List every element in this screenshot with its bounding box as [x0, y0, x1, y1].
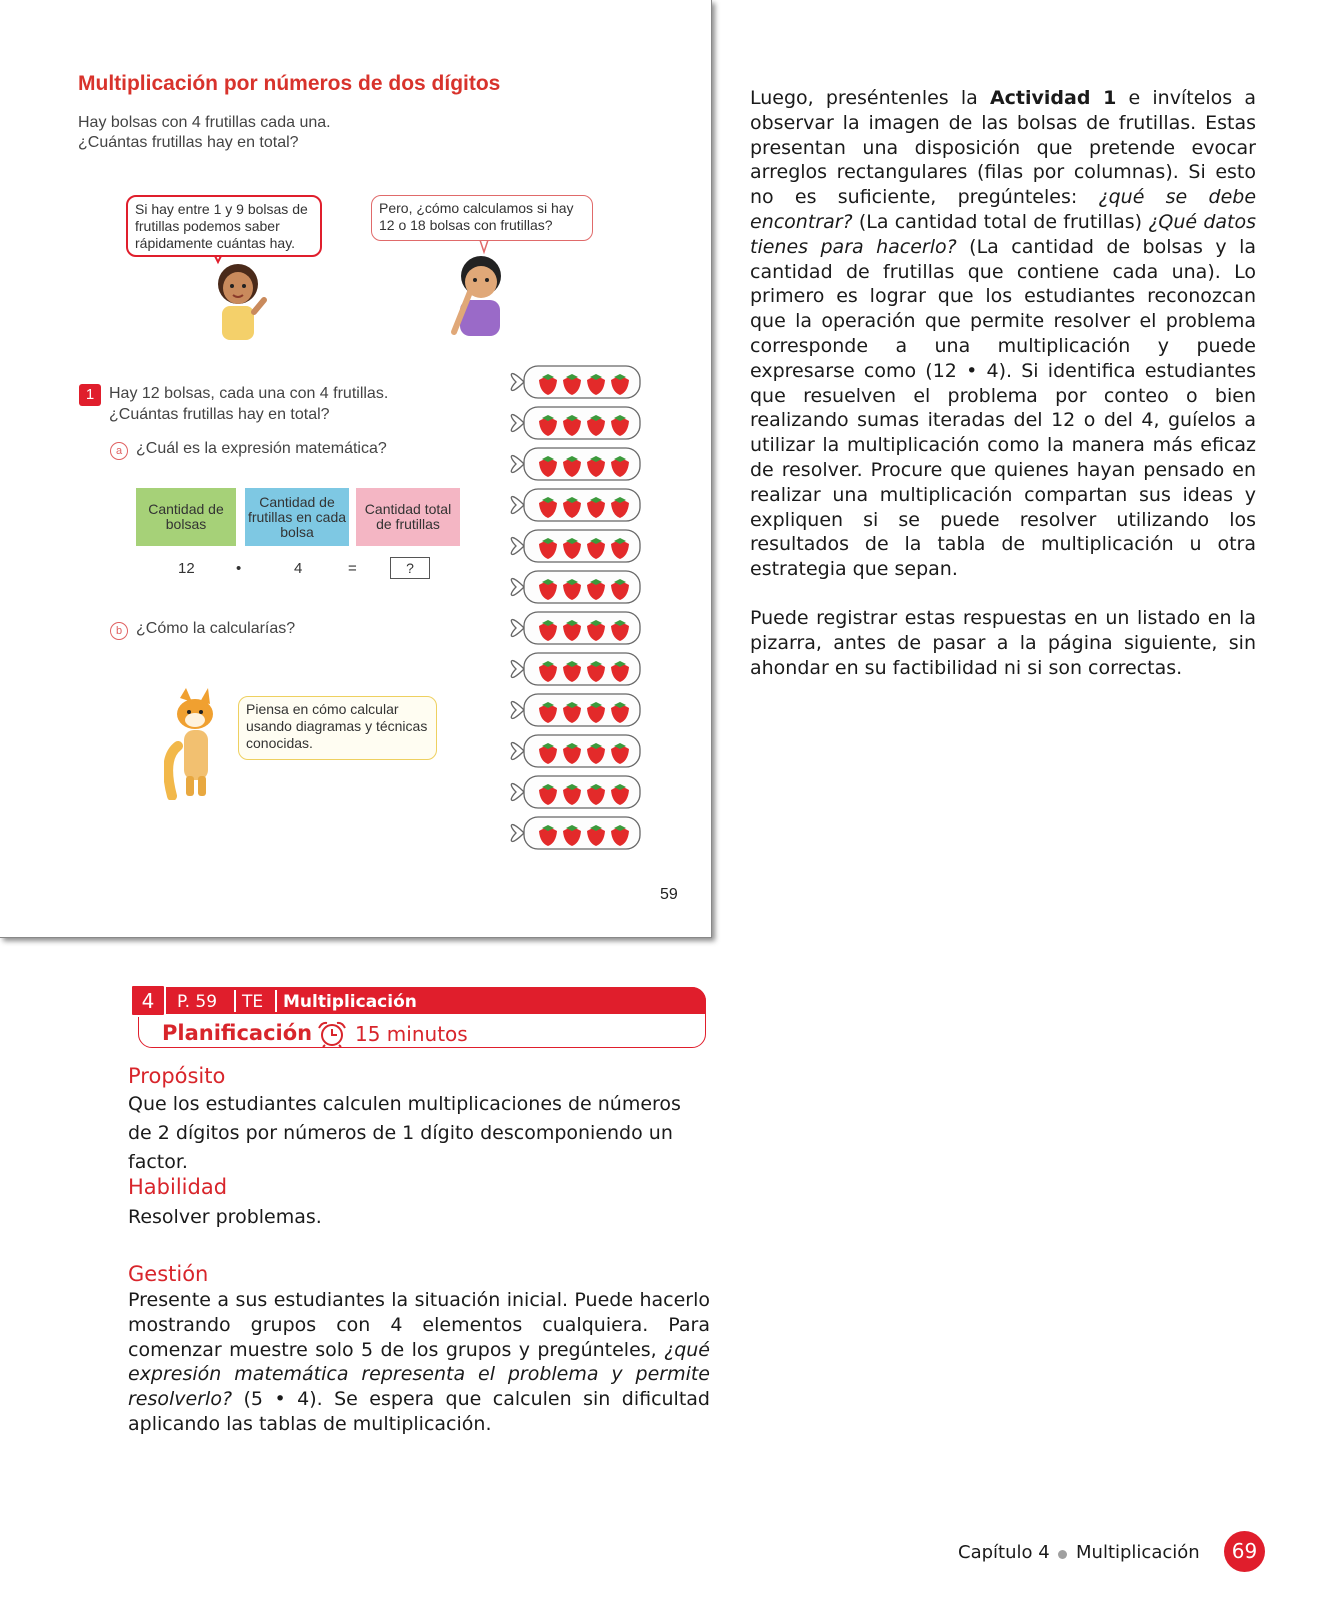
right-paragraph-2: Puede registrar estas respuestas en un listado en la pizarra, antes de pasar a la página siguiente, sin ahondar en su factibilidad ni si son correctas. — [750, 606, 1256, 679]
strawberry-bag — [511, 366, 640, 398]
header-separator — [275, 990, 277, 1012]
right-paragraph-1: Luego, preséntenles la Actividad 1 e invítelos a observar la imagen de las bolsas de frutillas. Estas presentan una disposición que pretende evocar arreglos rectangulares (filas por columnas). Si esto no es suficiente, pregúnteles: ¿qué se debe encontrar? (La cantidad total de frutillas) ¿Qué datos tienes para hacerlo? (La cantidad de bolsas y la cantidad de frutillas que contiene cada una). Lo primero es lograr que los estudiantes reconozcan que la operación que permite resolver el problema corresponde a una multiplicación y puede expresarse como (12 • 4). Si identifica estudiantes que resuelven el problema por conteo o bien realizando sumas iteradas del 12 o del 4, guíelos a utilizar la multiplicación como la manera más eficaz de resolver. Procure que quienes hayan pensado en realizar una multiplicación compartan sus ideas y expliquen si se puede resolver utilizando los resultados de la tabla de multiplicación u otra estrategia que sepan. — [750, 87, 1257, 581]
chapter-number-badge: 4 — [130, 984, 166, 1017]
strawberry-bag — [511, 735, 640, 767]
strawberry-bag — [511, 448, 640, 480]
strawberry-bag — [511, 407, 640, 439]
strawberry-bag — [511, 653, 640, 685]
label-total-strawberries: Cantidad total de frutillas — [356, 488, 460, 546]
strawberry-bag — [511, 776, 640, 808]
activity-1-line-1: Hay 12 bolsas, cada una con 4 frutillas. — [109, 385, 389, 402]
sub-a-question: ¿Cuál es la expresión matemática? — [136, 440, 387, 457]
student-intro-line-1: Hay bolsas con 4 frutillas cada una. — [78, 114, 331, 131]
gestion-text: Presente a sus estudiantes la situación inicial. Puede hacerlo mostrando grupos con 4 elementos cualquiera. Para comenzar muestre solo 5 de los grupos y pregúnteles, ¿qué expresión matemática representa el problema y permite resolverlo? (5 • 4). Se espera que calculen sin dificultad aplicando las tablas de multiplicación. — [128, 1289, 710, 1435]
girl-character-icon — [206, 256, 270, 340]
equation-dot: • — [236, 560, 242, 577]
footer-title: Multiplicación — [1076, 1542, 1200, 1563]
equation-factor-4: 4 — [294, 560, 303, 577]
right-column-text — [750, 86, 1256, 680]
equation-equals: = — [348, 560, 357, 577]
girl-speech-bubble: Si hay entre 1 y 9 bolsas de frutillas podemos saber rápidamente cuántas hay. — [126, 195, 322, 257]
header-te: TE — [242, 992, 264, 1012]
proposito-text: Que los estudiantes calculen multiplicaciones de números de 2 dígitos por números de 1 dígito descomponiendo un factor. — [128, 1093, 681, 1173]
strawberry-bag — [511, 489, 640, 521]
strawberry-bag — [511, 530, 640, 562]
planning-time: 15 minutos — [355, 1022, 468, 1046]
equation-answer-box: ? — [390, 557, 430, 579]
proposito-heading: Propósito — [128, 1064, 226, 1088]
lesson-header-banner — [130, 984, 708, 1050]
label-strawberries-per-bag: Cantidad de frutillas en cada bolsa — [245, 488, 349, 546]
sub-b-marker: b — [110, 622, 128, 640]
habilidad-heading: Habilidad — [128, 1175, 228, 1199]
strawberry-bag — [511, 817, 640, 849]
boy-speech-bubble: Pero, ¿cómo calculamos si hay 12 o 18 bolsas con frutillas? — [371, 195, 593, 241]
boy-character-icon — [446, 240, 510, 340]
student-page-title: Multiplicación por números de dos dígitos — [78, 72, 501, 95]
fox-speech-bubble: Piensa en cómo calcular usando diagramas y técnicas conocidas. — [238, 696, 437, 760]
header-topic: Multiplicación — [283, 992, 417, 1012]
sub-b-question: ¿Cómo la calcularías? — [136, 620, 296, 637]
footer-page-number: 69 — [1224, 1531, 1265, 1572]
header-page-ref: P. 59 — [177, 992, 218, 1012]
strawberry-bag — [511, 694, 640, 726]
equation-factor-12: 12 — [178, 560, 195, 577]
strawberry-bag — [511, 571, 640, 603]
student-page-image — [0, 0, 712, 938]
student-page-number: 59 — [660, 886, 678, 903]
footer-chapter: Capítulo 4 — [958, 1542, 1050, 1563]
gestion-heading: Gestión — [128, 1262, 209, 1286]
activity-1-line-2: ¿Cuántas frutillas hay en total? — [109, 406, 330, 423]
student-intro-line-2: ¿Cuántas frutillas hay en total? — [78, 134, 299, 151]
header-separator — [234, 990, 236, 1012]
activity-number-badge: 1 — [79, 384, 101, 406]
strawberry-bag — [511, 612, 640, 644]
footer-dot-separator — [1058, 1550, 1067, 1559]
habilidad-text: Resolver problemas. — [128, 1206, 322, 1228]
planning-label: Planificación — [162, 1021, 313, 1045]
alarm-clock-icon — [316, 1020, 348, 1048]
sub-a-marker: a — [110, 442, 128, 460]
strawberry-bags-illustration — [506, 362, 644, 854]
label-bags-count: Cantidad de bolsas — [136, 488, 236, 546]
fox-character-icon — [164, 688, 224, 800]
